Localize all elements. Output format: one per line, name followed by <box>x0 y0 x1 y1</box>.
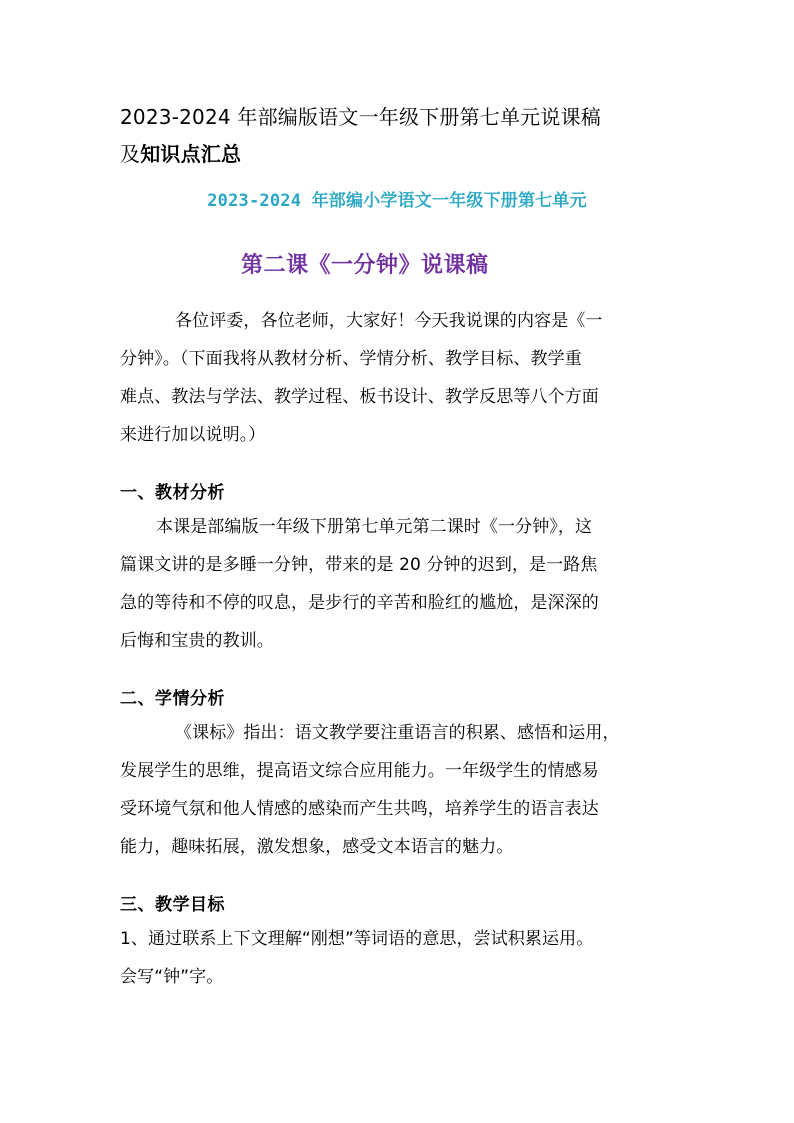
intro-row: 分钟》。（下面我将从教材分析、学情分析、教学目标、教学重 <box>120 349 582 369</box>
intro-row: 来进行加以说明。） <box>120 425 266 445</box>
section-heading-teaching-goals: 三、教学目标 <box>120 895 225 915</box>
teaching-goals-row: 会写“钟”字。 <box>120 967 224 987</box>
teaching-material-row: 篇课文讲的是多睡一分钟，带来的是 20 分钟的迟到，是一路焦 <box>120 555 598 575</box>
teaching-goals-row: 1、通过联系上下文理解“刚想”等词语的意思，尝试积累运用。 <box>120 929 594 949</box>
student-analysis-paragraph <box>120 714 680 866</box>
document-title-line1: 2023-2024 年部编版语文一年级下册第七单元说课稿 <box>120 105 601 129</box>
intro-row: 各位评委，各位老师，大家好！今天我说课的内容是《一 <box>175 311 603 331</box>
intro-paragraph <box>120 302 680 454</box>
student-analysis-row: 能力，趣味拓展，激发想象，感受文本语言的魅力。 <box>120 837 514 857</box>
teaching-material-row: 后悔和宝贵的教训。 <box>120 631 274 651</box>
teaching-material-paragraph <box>120 508 680 660</box>
section-heading-student-analysis: 二、学情分析 <box>120 689 225 709</box>
student-analysis-row: 发展学生的思维，提高语文综合应用能力。一年级学生的情感易 <box>120 761 599 781</box>
teaching-material-row: 本课是部编版一年级下册第七单元第二课时《一分钟》，这 <box>156 517 593 537</box>
teaching-material-row: 急的等待和不停的叹息，是步行的辛苦和脸红的尴尬，是深深的 <box>120 593 599 613</box>
document-title-prefix: 及 <box>120 142 141 166</box>
document-subtitle: 2023-2024 年部编小学语文一年级下册第七单元 <box>207 191 587 211</box>
document-title-bold: 知识点汇总 <box>140 142 242 166</box>
teaching-goals-paragraph <box>120 920 680 996</box>
intro-row: 难点、教法与学法、教学过程、板书设计、教学反思等八个方面 <box>120 387 599 407</box>
section-heading-teaching-material: 一、教材分析 <box>120 483 225 503</box>
document-title <box>120 99 700 173</box>
student-analysis-row: 受环境气氛和他人情感的感染而产生共鸣，培养学生的语言表达 <box>120 799 599 819</box>
document-title-line2 <box>120 136 700 173</box>
student-analysis-row: 《课标》指出：语文教学要注重语言的积累、感悟和运用， <box>175 723 620 743</box>
lesson-title: 第二课《一分钟》说课稿 <box>241 253 489 278</box>
